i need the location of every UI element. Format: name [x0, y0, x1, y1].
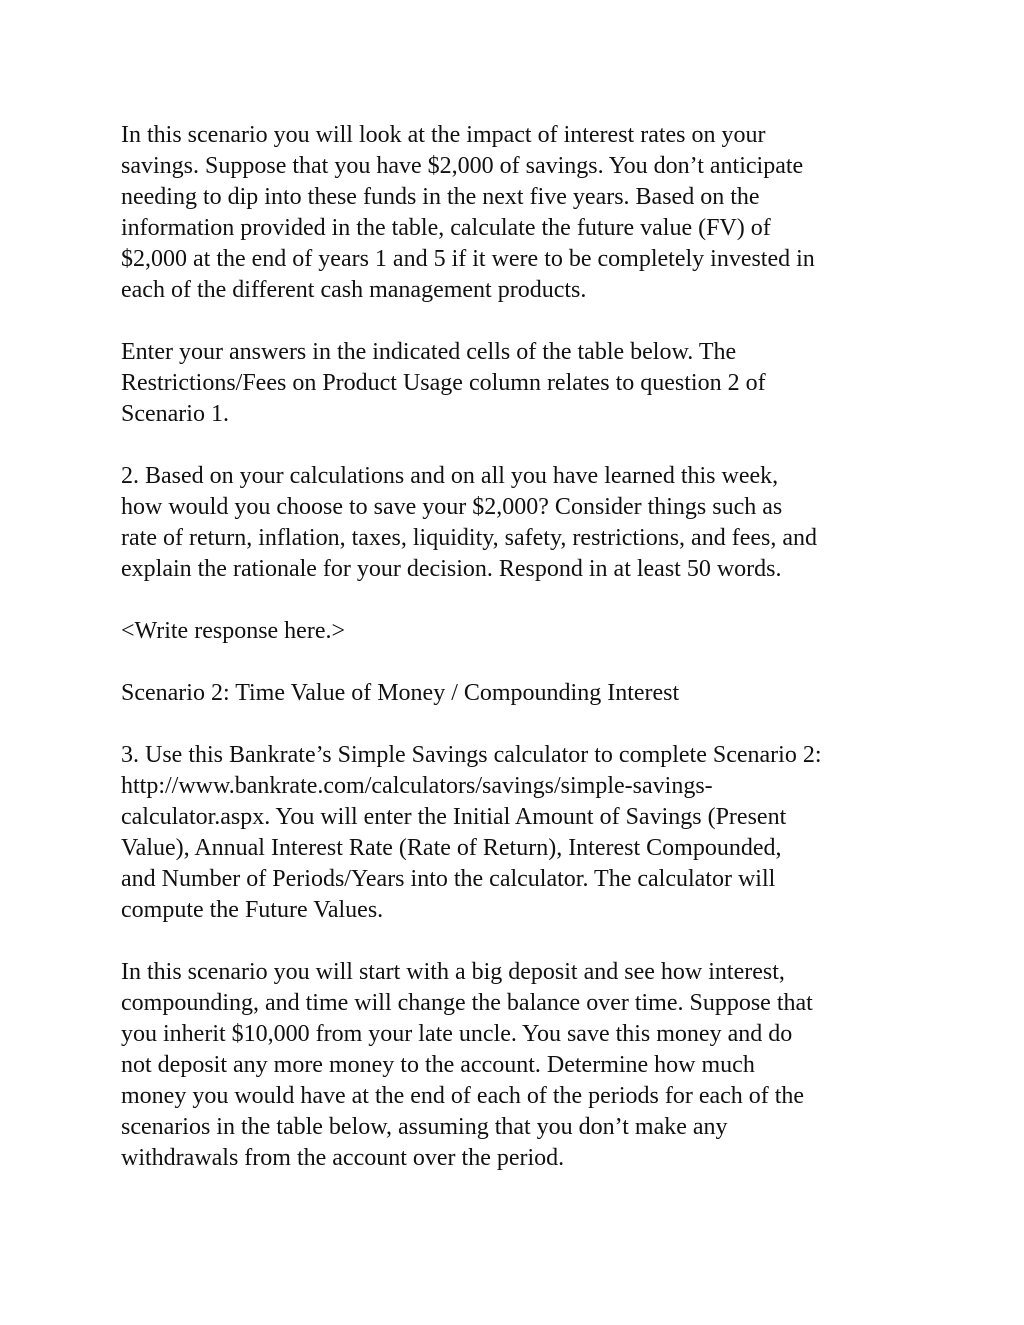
text-line: compounding, and time will change the balance over time. Suppose that: [121, 990, 813, 1016]
text-line: each of the different cash management products.: [121, 277, 587, 303]
text-line: calculator.aspx. You will enter the Initial Amount of Savings (Present: [121, 804, 787, 830]
text-line: explain the rationale for your decision. Respond in at least 50 words.: [121, 556, 782, 582]
document-page: [121, 120, 921, 1205]
text-line: 2. Based on your calculations and on all you have learned this week,: [121, 463, 779, 489]
text-line: http://www.bankrate.com/calculators/savings/simple-savings-: [121, 773, 713, 799]
text-line: and Number of Periods/Years into the calculator. The calculator will: [121, 866, 776, 892]
text-line: withdrawals from the account over the period.: [121, 1145, 565, 1171]
text-line: compute the Future Values.: [121, 897, 384, 923]
text-line: Enter your answers in the indicated cells of the table below. The: [121, 339, 737, 365]
text-line: Scenario 1.: [121, 401, 229, 427]
text-line: scenarios in the table below, assuming that you don’t make any: [121, 1114, 728, 1140]
text-line: 3. Use this Bankrate’s Simple Savings calculator to complete Scenario 2:: [121, 742, 822, 768]
text-line: Scenario 2: Time Value of Money / Compounding Interest: [121, 680, 680, 706]
response-placeholder: [121, 616, 921, 647]
paragraph-question-3: [121, 740, 921, 926]
paragraph-question-2: [121, 461, 921, 585]
text-line: <Write response here.>: [121, 618, 346, 644]
text-line: money you would have at the end of each of the periods for each of the: [121, 1083, 805, 1109]
text-line: In this scenario you will look at the impact of interest rates on your: [121, 122, 766, 148]
text-line: not deposit any more money to the account. Determine how much: [121, 1052, 755, 1078]
text-line: rate of return, inflation, taxes, liquidity, safety, restrictions, and fees, and: [121, 525, 817, 551]
paragraph-inheritance-scenario: [121, 957, 921, 1174]
text-line: In this scenario you will start with a big deposit and see how interest,: [121, 959, 785, 985]
text-line: Restrictions/Fees on Product Usage column relates to question 2 of: [121, 370, 766, 396]
text-line: $2,000 at the end of years 1 and 5 if it were to be completely invested in: [121, 246, 815, 272]
section-heading-scenario-2: [121, 678, 921, 709]
paragraph-interest-impact: [121, 120, 921, 306]
text-line: how would you choose to save your $2,000? Consider things such as: [121, 494, 783, 520]
text-line: needing to dip into these funds in the next five years. Based on the: [121, 184, 760, 210]
text-line: Value), Annual Interest Rate (Rate of Return), Interest Compounded,: [121, 835, 782, 861]
paragraph-enter-answers: [121, 337, 921, 430]
text-line: information provided in the table, calculate the future value (FV) of: [121, 215, 771, 241]
text-line: you inherit $10,000 from your late uncle. You save this money and do: [121, 1021, 793, 1047]
text-line: savings. Suppose that you have $2,000 of savings. You don’t anticipate: [121, 153, 804, 179]
